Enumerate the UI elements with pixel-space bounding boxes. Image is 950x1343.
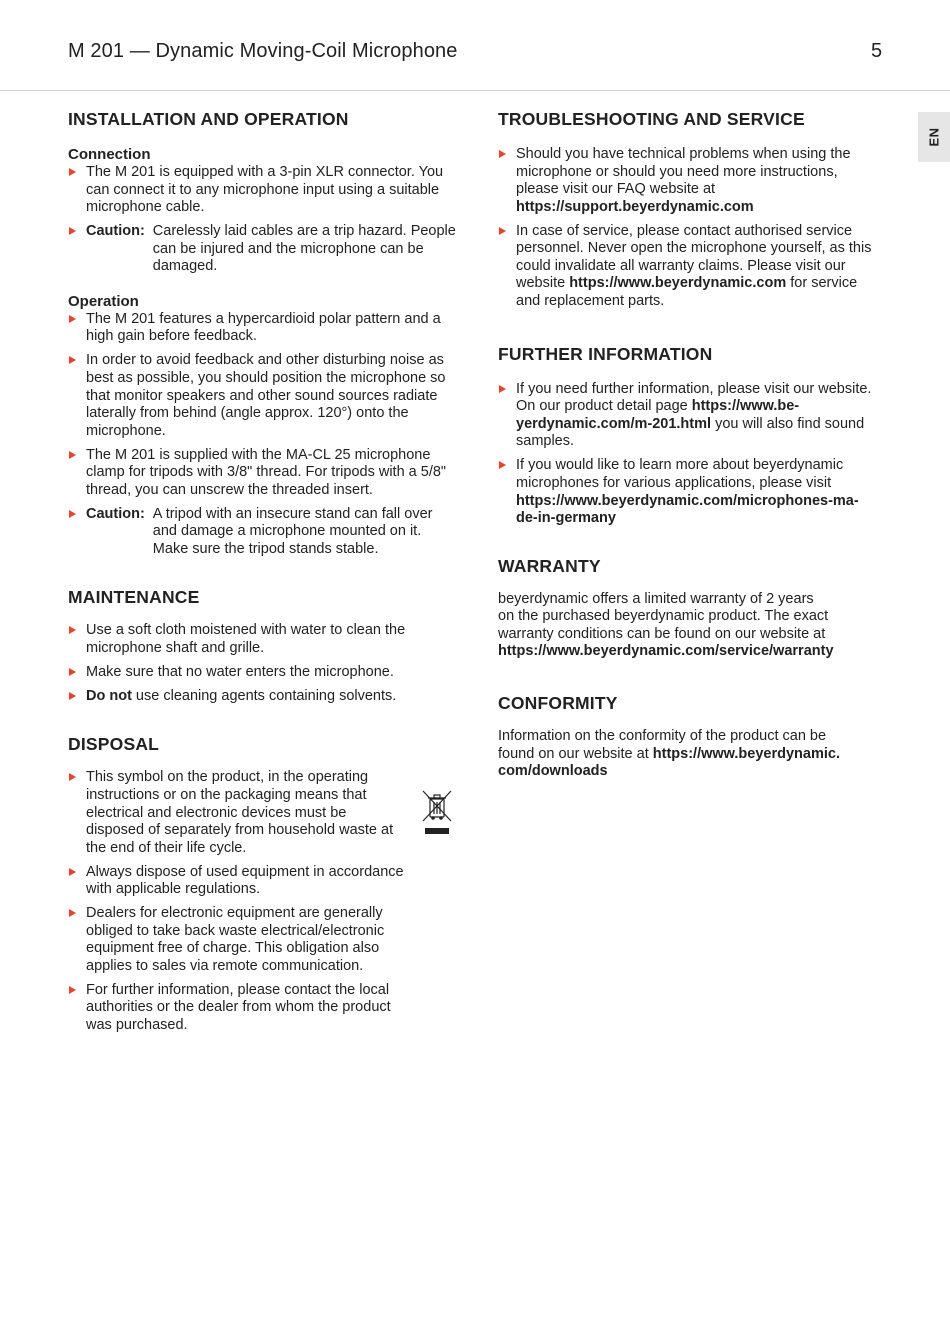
caution-label: Caution:: [86, 223, 145, 240]
language-tab: [918, 112, 950, 162]
list-item: Always dispose of used equipment in accordance with applicable regulations.: [68, 864, 408, 899]
list-item: [68, 223, 458, 276]
troubleshooting-list: [498, 146, 883, 311]
operation-list: [68, 311, 458, 559]
list-item: [68, 506, 458, 559]
list-item: The M 201 features a hypercardioid polar pattern and a high gain before feedback.: [68, 311, 458, 346]
list-item: Dealers for electronic equipment are generally obliged to take back waste electrical/electronic equipment free of charge. This obligation also applies to sales via remote communication.: [68, 905, 408, 975]
list-item: Should you have technical problems when using the microphone or should you need more instructions, please visit our FAQ website at https://support.beyerdynamic.com: [498, 146, 883, 216]
conformity-text: Information on the conformity of the product can be found on our website at https://www.beyerdynamic. com/downloads: [498, 728, 840, 780]
bullet-arrow-icon: [69, 692, 76, 700]
website-link[interactable]: https://www.beyerdynamic.com: [569, 275, 787, 292]
left-column: [68, 108, 458, 1041]
caution-note: [86, 506, 458, 559]
caution-text: Carelessly laid cables are a trip hazard. People can be injured and the microphone can be damaged.: [152, 223, 456, 275]
list-item: The M 201 is equipped with a 3-pin XLR connector. You can connect it to any microphone input using a suitable microphone cable.: [68, 164, 458, 217]
installation-heading: INSTALLATION AND OPERATION: [68, 109, 349, 129]
downloads-link[interactable]: https://www.beyerdynamic. com/downloads: [498, 745, 840, 780]
page-title: M 201 — Dynamic Moving-Coil Microphone: [68, 40, 458, 62]
weee-crossed-bin-icon: [421, 788, 453, 836]
connection-subheading: Connection: [68, 146, 151, 163]
further-info-heading: FURTHER INFORMATION: [498, 343, 713, 364]
warranty-text: beyerdynamic offers a limited warranty of 2 years on the purchased beyerdynamic product. The exact warranty conditions can be found on our website at https://www.beyerdynamic.com/service/warranty: [498, 590, 834, 660]
bullet-arrow-icon: [69, 909, 76, 917]
bullet-arrow-icon: [499, 227, 506, 235]
bullet-arrow-icon: [69, 986, 76, 994]
disposal-heading: DISPOSAL: [68, 734, 160, 755]
caution-text: A tripod with an insecure stand can fall over and damage a microphone mounted on it. Make sure the tripod stands stable.: [152, 505, 433, 557]
list-item: Use a soft cloth moistened with water to clean the microphone shaft and grille.: [68, 622, 458, 657]
list-item: For further information, please contact the local authorities or the dealer from whom the product was purchased.: [68, 982, 408, 1035]
bullet-arrow-icon: [69, 868, 76, 876]
language-tab-label: EN: [926, 127, 942, 147]
bullet-arrow-icon: [69, 315, 76, 323]
bullet-arrow-icon: [69, 227, 76, 235]
disposal-list: [68, 769, 408, 1034]
right-column: [498, 108, 883, 781]
list-item: In order to avoid feedback and other disturbing noise as best as possible, you should position the microphone so that monitor speakers and other sound sources radiate laterally from behind (angle approx. 120°) onto the microphone.: [68, 352, 458, 440]
list-item: Do not use cleaning agents containing solvents.: [68, 688, 458, 706]
page-header: [0, 0, 950, 91]
bullet-arrow-icon: [69, 773, 76, 781]
list-item: In case of service, please contact authorised service personnel. Never open the microphone yourself, as this could invalidate all warranty claims. Please visit our website https://www.beyerdynamic.com for service and replacement parts.: [498, 223, 883, 311]
list-item: The M 201 is supplied with the MA-CL 25 microphone clamp for tripods with 3/8" thread. For tripods with a 5/8" thread, you can unscrew the threaded insert.: [68, 447, 458, 500]
support-link[interactable]: https://support.beyerdynamic.com: [516, 198, 754, 215]
bullet-arrow-icon: [69, 356, 76, 364]
list-item: If you would like to learn more about beyerdynamic microphones for various applications, please visit https://www.beyerdynamic.com/microphones-ma- de-in-germany: [498, 457, 883, 527]
page-number: 5: [871, 40, 883, 62]
bullet-arrow-icon: [69, 510, 76, 518]
warranty-link[interactable]: https://www.beyerdynamic.com/service/warranty: [498, 643, 834, 660]
bullet-arrow-icon: [499, 461, 506, 469]
maintenance-list: [68, 622, 458, 705]
list-item: This symbol on the product, in the operating instructions or on the packaging means that electrical and electronic devices must be disposed of separately from household waste at the end of their life cycle.: [68, 769, 408, 857]
bullet-arrow-icon: [499, 385, 506, 393]
caution-note: [86, 223, 458, 276]
connection-list: [68, 164, 458, 276]
further-info-list: [498, 381, 883, 528]
microphones-link[interactable]: https://www.beyerdynamic.com/microphones-ma- de-in-germany: [516, 492, 859, 527]
conformity-heading: CONFORMITY: [498, 693, 618, 714]
maintenance-heading: MAINTENANCE: [68, 587, 200, 608]
bullet-arrow-icon: [499, 150, 506, 158]
bullet-arrow-icon: [69, 451, 76, 459]
list-item: If you need further information, please visit our website. On our product detail page https://www.be- yerdynamic.com/m-201.html you will also find sound samples.: [498, 381, 883, 451]
warranty-heading: WARRANTY: [498, 555, 601, 576]
operation-subheading: Operation: [68, 292, 139, 310]
caution-label: Caution:: [86, 505, 145, 522]
troubleshooting-heading: TROUBLESHOOTING AND SERVICE: [498, 109, 805, 129]
product-page-link[interactable]: https://www.be- yerdynamic.com/m-201.html: [516, 398, 800, 432]
bullet-arrow-icon: [69, 668, 76, 676]
bullet-arrow-icon: [69, 626, 76, 634]
bullet-arrow-icon: [69, 168, 76, 176]
list-item: Make sure that no water enters the microphone.: [68, 664, 458, 682]
